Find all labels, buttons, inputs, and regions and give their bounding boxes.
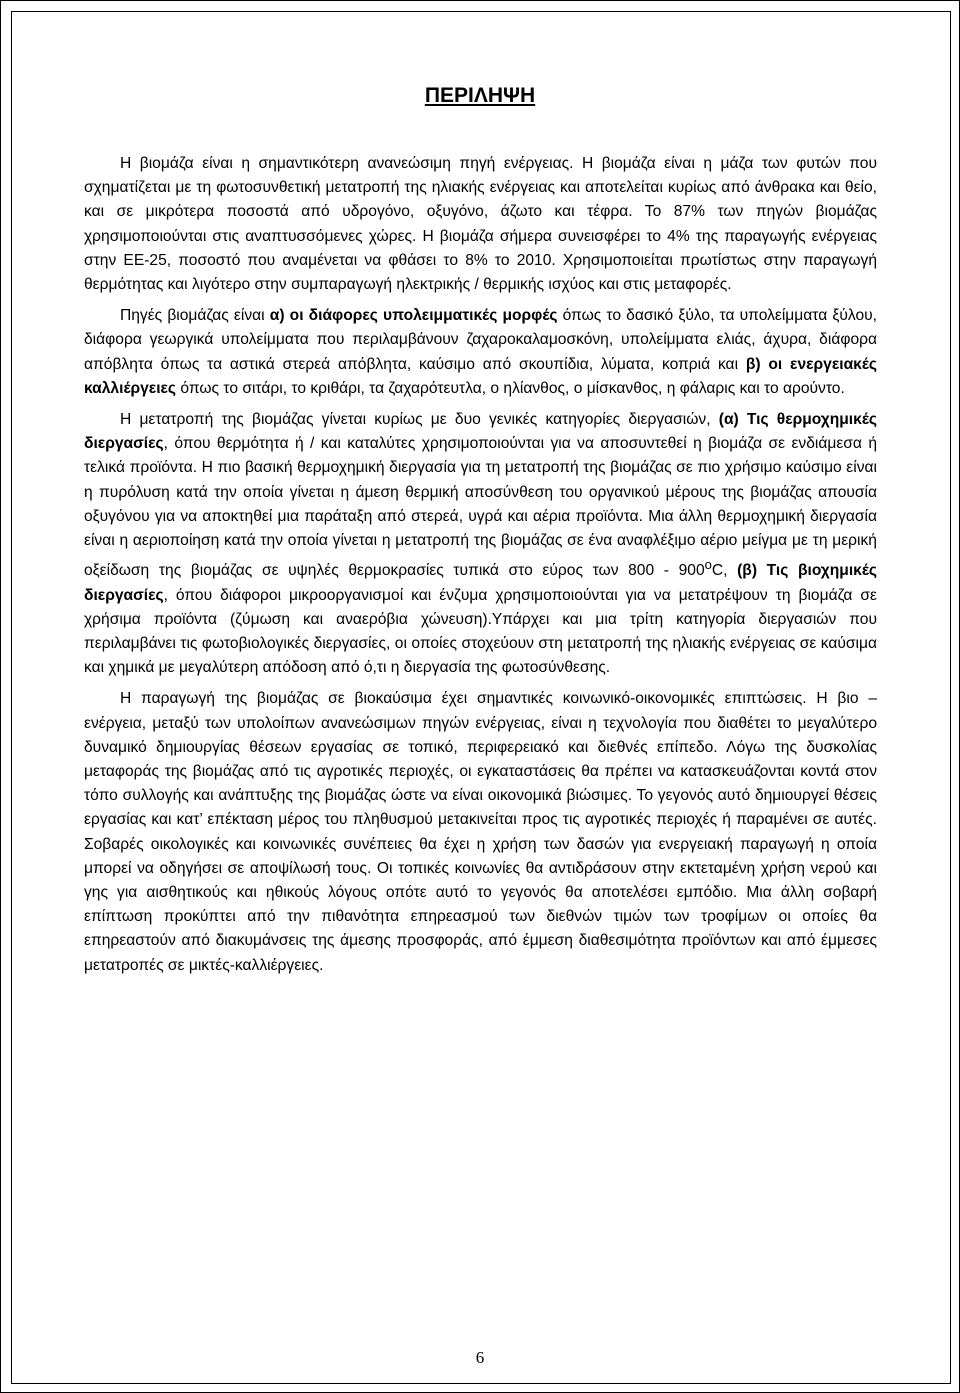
paragraph-3-bold-2: (β) Τις βιοχημικές διεργασίες [84, 562, 877, 604]
paragraph-2 [84, 304, 877, 401]
degree-superscript: o [704, 557, 712, 573]
paragraph-3-bold-1: (α) Τις θερμοχημικές διεργασίες [84, 411, 877, 453]
paragraph-3 [84, 408, 877, 680]
paragraph-4 [84, 687, 877, 977]
paragraph-2-bold-2: β) οι ενεργειακές καλλιέργειες [84, 355, 877, 397]
paragraph-4-text: Η παραγωγή της βιομάζας σε βιοκαύσιμα έχει σημαντικές κοινωνικό-οικονομικές επιπτώσεις. Η βιο – ενέργεια, μεταξύ των υπολοίπων ανανεώσιμων πηγών ενέργειας, είναι η τεχνολογία που διαθέτει το μεγαλύτερο δυναμικό δημιουργίας θέσεων εργασίας σε τοπικό, περιφερειακό και διεθνές επίπεδο. Λόγω της δυσκολίας μεταφοράς της βιομάζας από τις αγροτικές περιοχές, οι εγκαταστάσεις θα πρέπει να κατασκευάζονται κοντά στον τόπο συλλογής και ανάπτυξης της βιομάζας ώστε να είναι οικονομικά βιώσιμες. Το γεγονός αυτό δημιουργεί θέσεις εργασίας και κατ’ επέκταση μέρος του πληθυσμού μετακινείται προς τις αγροτικές περιοχές ή παραμένει σε αυτές. Σοβαρές οικολογικές και κοινωνικές συνέπειες θα έχει η χρήση των δασών για ενεργειακή παραγωγή η οποία μπορεί να οδηγήσει σε αποψίλωσή τους. Οι τοπικές κοινωνίες θα αντιδράσουν στην εκτεταμένη χρήση νερού και γης για αισθητικούς και ηθικούς λόγους οπότε αυτό το γεγονός θα αποτελέσει εμπόδιο. Μια άλλη σοβαρή επίπτωση προκύπτει από την πιθανότητα επηρεασμού των διεθνών τιμών των τροφίμων οι οποίες θα επηρεαστούν από διακυμάνσεις της άμεσης προσφοράς, από έμμεση διαθεσιμότητα προϊόντων και από έμμεσες μετατροπές σε μικτές-καλλιέργειες. [84, 690, 877, 974]
paragraph-3-text-3: C, [711, 562, 738, 580]
page-title: ΠΕΡΙΛΗΨΗ [424, 84, 536, 107]
page-number: 6 [475, 1348, 485, 1367]
paragraph-1-text: Η βιομάζα είναι η σημαντικότερη ανανεώσιμη πηγή ενέργειας. Η βιομάζα είναι η μάζα των φυτών που σχηματίζεται με τη φωτοσυνθετική μετατροπή της ηλιακής ενέργειας και αποτελείται κυρίως από άνθρακα και θείο, και σε μικρότερα ποσοστά από υδρογόνο, οξυγόνο, άζωτο και τέφρα. Το 87% των πηγών βιομάζας χρησιμοποιούνται στις αναπτυσσόμενες χώρες. Η βιομάζα σήμερα συνεισφέρει το 4% της παραγωγής ενέργειας στην ΕΕ-25, ποσοστό που αναμένεται να φθάσει το 8% το 2010. Χρησιμοποιείται πρωτίστως στην παραγωγή θερμότητας και λιγότερο στην συμπαραγωγή ηλεκτρικής / θερμικής ισχύος και στις μεταφορές. [84, 155, 877, 294]
paragraph-3-text-1: Η μετατροπή της βιομάζας γίνεται κυρίως με δυο γενικές κατηγορίες διεργασιών, [120, 411, 719, 429]
paragraph-3-text-4: , όπου διάφοροι μικροοργανισμοί και ένζυμα χρησιμοποιούνται για να μετατρέψουν τη βιομάζα σε χρήσιμα προϊόντα (ζύμωση και αναερόβια χώνευση).Υπάρχει και μια τρίτη κατηγορία διεργασιών που περιλαμβάνει τις φωτοβιολογικές διεργασίες, οι οποίες στοχεύουν στη μετατροπή της ηλιακής ενέργειας σε καύσιμα και χημικά με μεγαλύτερη απόδοση από ό,τι η διεργασία της φωτοσύνθεσης. [84, 586, 877, 677]
paragraph-1 [84, 152, 877, 297]
paragraph-2-bold-1: α) οι διάφορες υπολειμματικές μορφές [269, 307, 558, 325]
paragraph-3-text-2: , όπου θερμότητα ή / και καταλύτες χρησιμοποιούνται για να αποσυντεθεί η βιομάζα σε ενδιάμεσα ή τελικά προϊόντα. Η πιο βασική θερμοχημική διεργασία για τη μετατροπή της βιομάζας σε πιο χρήσιμο καύσιμο είναι η πυρόλυση κατά την οποία γίνεται η άμεση θερμική αποσύνθεση του οργανικού μέρους της βιομάζας απουσία οξυγόνου για να αποκτηθεί μια παράταξη από στερεά, υγρά και αέρια προϊόντα. Μια άλλη θερμοχημική διεργασία είναι η αεριοποίηση κατά την οποία γίνεται η μετατροπή της βιομάζας σε ένα αναφλέξιμο αέριο μείγμα με τη μερική οξείδωση της βιομάζας σε υψηλές θερμοκρασίες τυπικά στο εύρος των 800 - 900 [84, 435, 877, 580]
paragraph-2-text-1: Πηγές βιομάζας είναι [120, 307, 270, 325]
paragraph-2-text-3: όπως το σιτάρι, το κριθάρι, τα ζαχαρότευτλα, ο ηλίανθος, ο μίσκανθος, η φάλαρις και το αρούντο. [176, 379, 845, 397]
paragraph-2-text-2: όπως το δασικό ξύλο, τα υπολείμματα ξύλου, διάφορα γεωργικά υπολείμματα που περιλαμβάνουν ζαχαροκαλαμοσκόνη, υπολείμματα ελιάς, άχυρα, διάφορα απόβλητα όπως τα αστικά στερεά απόβλητα, καύσιμο από σκουπίδια, λύματα, κοπριά και [84, 307, 877, 373]
summary-body [84, 152, 877, 978]
